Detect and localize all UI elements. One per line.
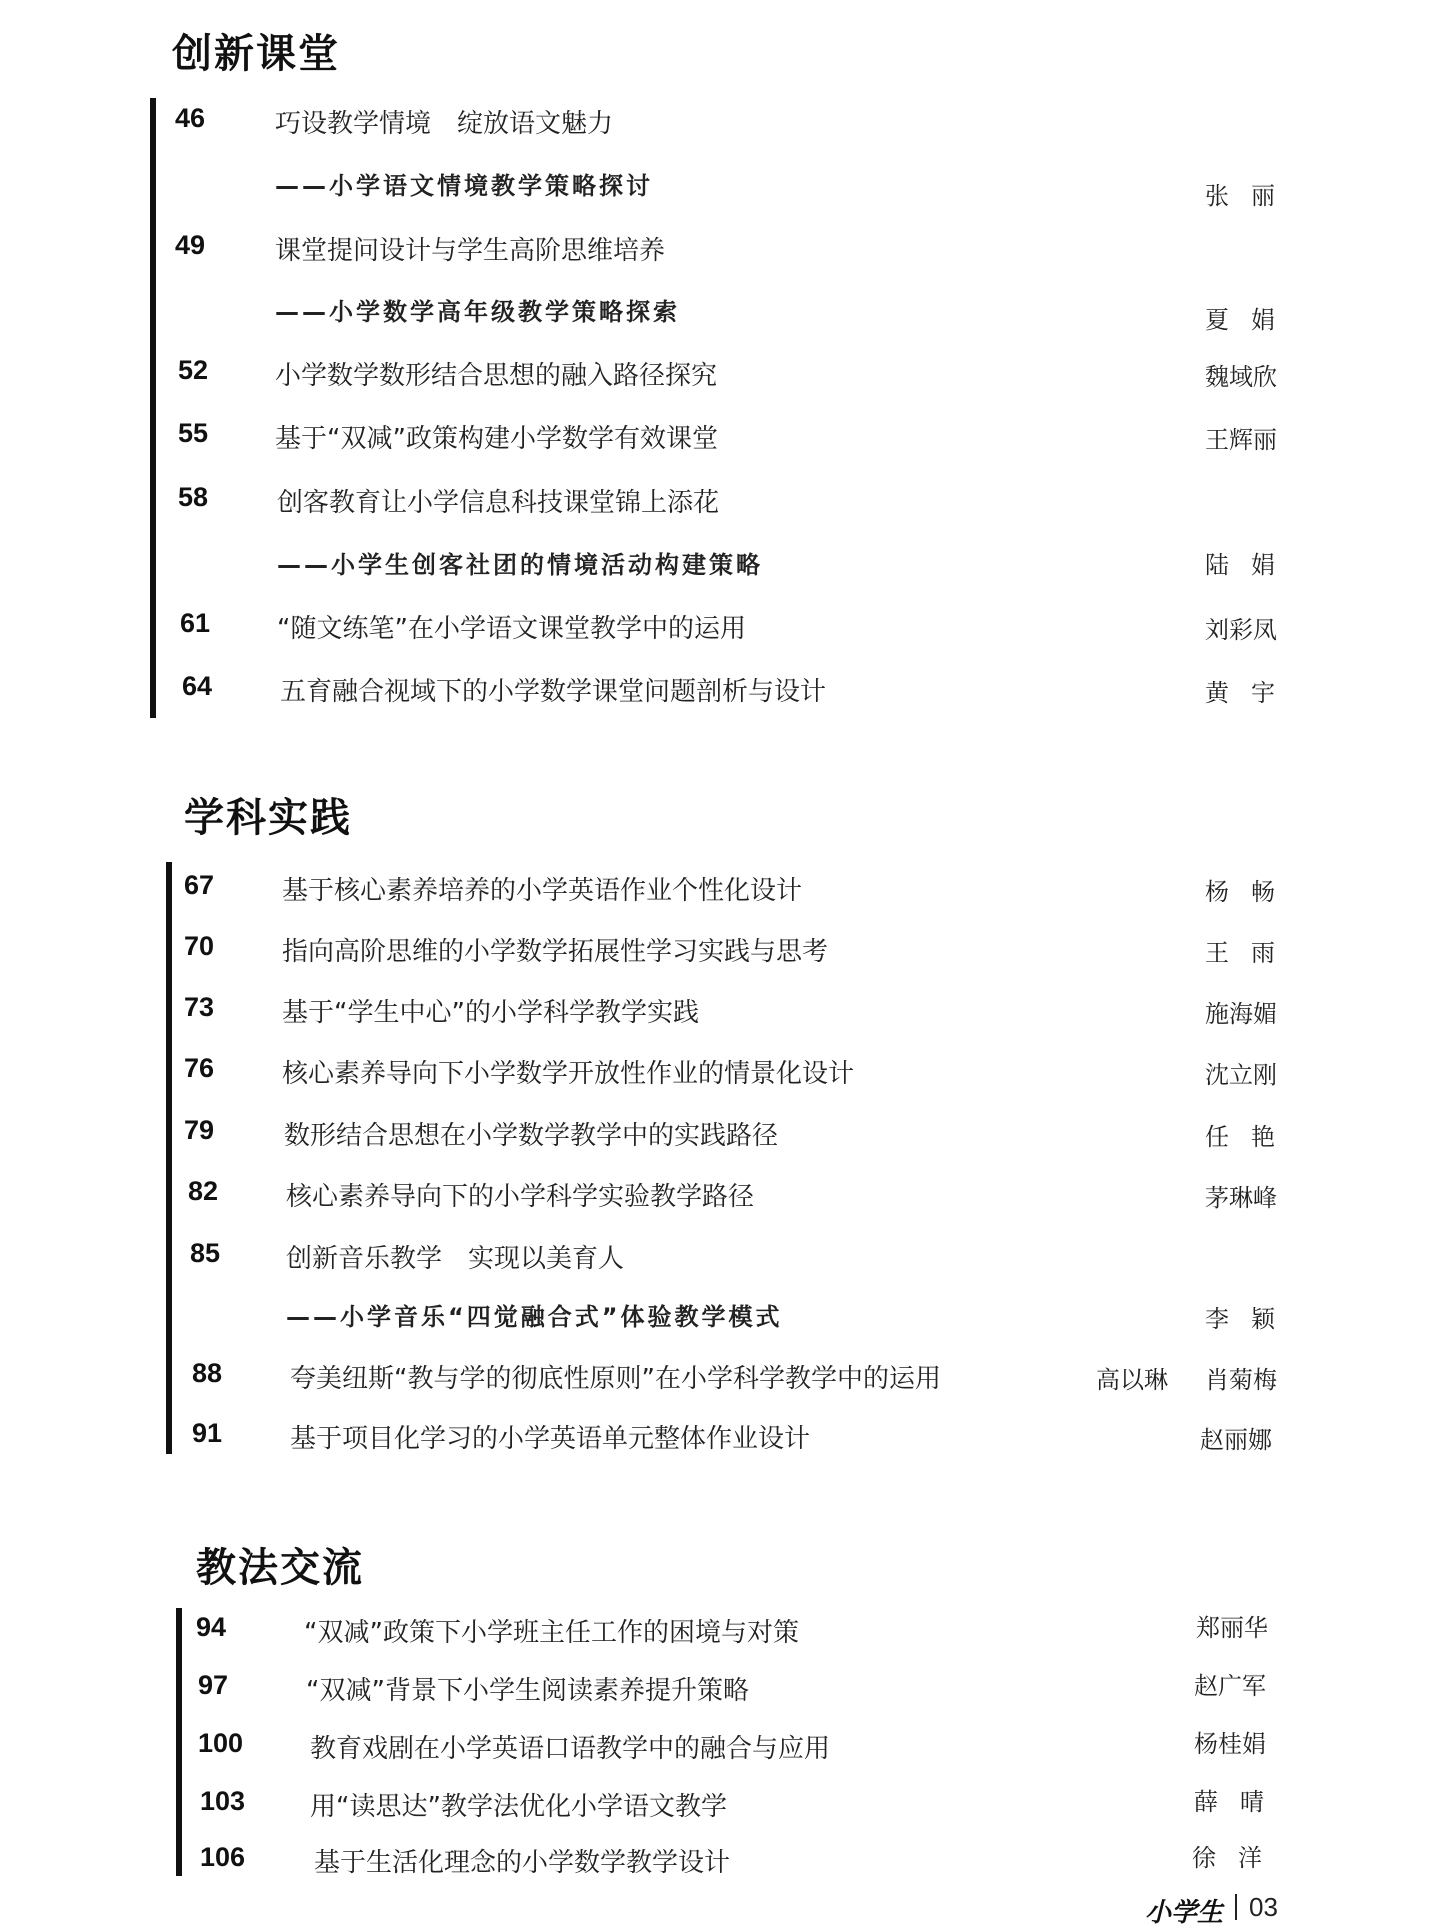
toc-entry-sub: [0, 292, 1440, 342]
toc-entry[interactable]: [0, 1176, 1440, 1226]
entry-author: 魏域欣: [1205, 363, 1277, 391]
entry-coauthor: 高以琳: [1096, 1366, 1168, 1394]
page-number: 67: [184, 870, 215, 900]
section-title: 教法交流: [196, 1545, 364, 1591]
entry-author: 赵广军: [1194, 1672, 1266, 1700]
entry-title: 小学数学数形结合思想的融入路径探究: [275, 361, 718, 391]
page-number: 73: [184, 992, 215, 1022]
page-number: 94: [196, 1612, 227, 1642]
toc-entry[interactable]: [0, 482, 1440, 532]
page-number: 88: [192, 1358, 223, 1388]
entry-author: 薛晴: [1194, 1788, 1286, 1816]
page-number: 52: [178, 355, 209, 385]
entry-author: 黄宇: [1205, 679, 1297, 707]
entry-author: 赵丽娜: [1200, 1426, 1272, 1454]
page-number: 58: [178, 482, 209, 512]
toc-entry[interactable]: [0, 1053, 1440, 1103]
entry-author: 施海媚: [1205, 1000, 1277, 1028]
entry-author: 徐洋: [1192, 1844, 1284, 1872]
entry-author: 陆娟: [1205, 551, 1297, 579]
entry-title: 基于“学生中心”的小学科学教学实践: [282, 998, 699, 1028]
entry-author: 任艳: [1205, 1123, 1297, 1151]
entry-author: 茅琳峰: [1205, 1184, 1277, 1212]
page-number: 82: [188, 1176, 219, 1206]
entry-title: 基于“双减”政策构建小学数学有效课堂: [275, 424, 718, 454]
entry-author: 王雨: [1205, 939, 1297, 967]
entry-author: 郑丽华: [1196, 1614, 1268, 1642]
entry-author: 李颖: [1205, 1305, 1297, 1333]
toc-entry[interactable]: [0, 418, 1440, 468]
entry-subtitle: ——小学数学高年级教学策略探索: [275, 298, 680, 326]
toc-entry[interactable]: [0, 608, 1440, 658]
toc-entry-sub: [0, 1297, 1440, 1347]
page-number: 76: [184, 1053, 215, 1083]
entry-title: 教育戏剧在小学英语口语教学中的融合与应用: [310, 1734, 831, 1764]
entry-author: 肖菊梅: [1205, 1366, 1277, 1394]
toc-entry[interactable]: [0, 1842, 1440, 1892]
toc-entry[interactable]: [0, 1358, 1440, 1408]
entry-subtitle: ——小学语文情境教学策略探讨: [275, 172, 653, 200]
toc-entry[interactable]: [0, 870, 1440, 920]
entry-title: “双减”背景下小学生阅读素养提升策略: [306, 1676, 749, 1706]
page-number: 64: [182, 671, 213, 701]
page-number: 97: [198, 1670, 229, 1700]
toc-entry[interactable]: [0, 1728, 1440, 1778]
toc-entry[interactable]: [0, 103, 1440, 153]
toc-entry[interactable]: [0, 1418, 1440, 1468]
page-number: 91: [192, 1418, 223, 1448]
entry-title: 指向高阶思维的小学数学拓展性学习实践与思考: [282, 937, 829, 967]
toc-entry[interactable]: [0, 1786, 1440, 1836]
toc-entry[interactable]: [0, 1115, 1440, 1165]
toc-entry[interactable]: [0, 1670, 1440, 1720]
entry-title: 巧设教学情境 绽放语文魅力: [275, 109, 614, 139]
toc-entry[interactable]: [0, 230, 1440, 280]
toc-entry[interactable]: [0, 355, 1440, 405]
footer-divider: [1235, 1894, 1237, 1920]
entry-author: 王辉丽: [1205, 426, 1277, 454]
entry-title: 五育融合视域下的小学数学课堂问题剖析与设计: [280, 677, 827, 707]
page-number: 79: [184, 1115, 215, 1145]
entry-author: 杨桂娟: [1194, 1730, 1266, 1758]
toc-entry[interactable]: [0, 671, 1440, 721]
entry-author: 夏娟: [1205, 306, 1297, 334]
page-number: 61: [180, 608, 211, 638]
entry-title: 创新音乐教学 实现以美育人: [286, 1244, 625, 1274]
entry-title: 课堂提问设计与学生高阶思维培养: [275, 236, 666, 266]
page-number: 85: [190, 1238, 221, 1268]
page-number: 70: [184, 931, 215, 961]
toc-entry-sub: [0, 166, 1440, 216]
entry-title: 核心素养导向下小学数学开放性作业的情景化设计: [282, 1059, 855, 1089]
entry-subtitle: ——小学生创客社团的情境活动构建策略: [277, 551, 763, 579]
footer-page-number: 03: [1249, 1892, 1278, 1922]
toc-entry-sub: [0, 545, 1440, 595]
entry-author: 刘彩凤: [1205, 616, 1277, 644]
toc-entry[interactable]: [0, 1612, 1440, 1662]
entry-title: 夸美纽斯“教与学的彻底性原则”在小学科学教学中的运用: [290, 1364, 941, 1394]
page-number: 49: [175, 230, 206, 260]
entry-title: “随文练笔”在小学语文课堂教学中的运用: [277, 614, 746, 644]
entry-author: 张丽: [1205, 182, 1297, 210]
entry-author: 杨畅: [1205, 878, 1297, 906]
magazine-logo: 小学生: [1145, 1898, 1224, 1928]
section-title: 学科实践: [184, 795, 352, 841]
section-title: 创新课堂: [172, 31, 340, 77]
page-number: 100: [198, 1728, 244, 1758]
entry-title: 数形结合思想在小学数学教学中的实践路径: [284, 1121, 779, 1151]
page-number: 55: [178, 418, 209, 448]
entry-title: 基于项目化学习的小学英语单元整体作业设计: [290, 1424, 811, 1454]
entry-title: “双减”政策下小学班主任工作的困境与对策: [304, 1618, 799, 1648]
entry-title: 基于核心素养培养的小学英语作业个性化设计: [282, 876, 803, 906]
entry-title: 核心素养导向下的小学科学实验教学路径: [286, 1182, 755, 1212]
page-number: 106: [200, 1842, 246, 1872]
toc-entry[interactable]: [0, 931, 1440, 981]
page-number: 103: [200, 1786, 246, 1816]
entry-author: 沈立刚: [1205, 1061, 1277, 1089]
toc-entry[interactable]: [0, 1238, 1440, 1288]
entry-title: 用“读思达”教学法优化小学语文教学: [310, 1792, 727, 1822]
entry-title: 基于生活化理念的小学数学教学设计: [314, 1848, 731, 1878]
entry-title: 创客教育让小学信息科技课堂锦上添花: [277, 488, 720, 518]
toc-entry[interactable]: [0, 992, 1440, 1042]
entry-subtitle: ——小学音乐“四觉融合式”体验教学模式: [286, 1303, 783, 1331]
page-number: 46: [175, 103, 206, 133]
